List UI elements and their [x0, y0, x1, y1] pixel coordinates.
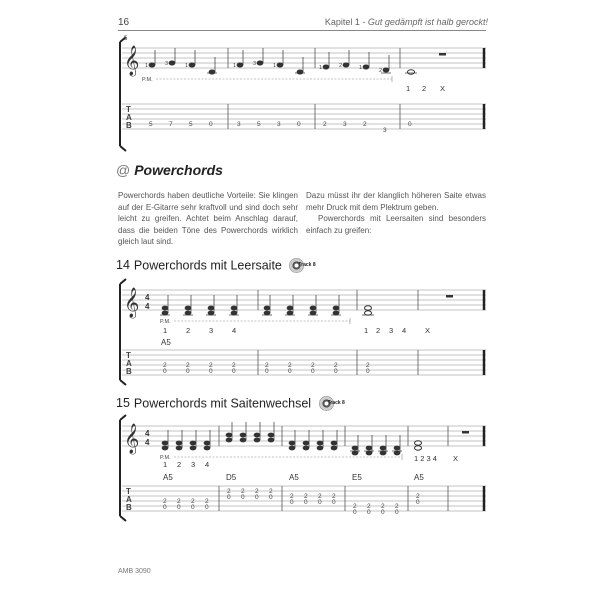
- svg-text:5: 5: [189, 121, 193, 128]
- svg-text:D5: D5: [226, 473, 237, 482]
- svg-text:0: 0: [191, 504, 195, 511]
- count: 2: [422, 84, 427, 93]
- svg-text:4: 4: [145, 438, 150, 447]
- body-text-left: Powerchords haben deutliche Vorteile: Sie klingen auf der E-Gitarre sehr kraftvoll und sind doch sehr leicht zu greifen. Achtet beim Anschlag darauf, dass die beiden Töne des Powerchords wirklich gleich laut sind.: [118, 191, 298, 246]
- chord-symbols: [163, 473, 424, 482]
- svg-text:0: 0: [304, 499, 308, 506]
- exercise-15-title: 15 Powerchords mit Saitenwechsel Track 8: [116, 396, 345, 411]
- count: 1: [406, 84, 411, 93]
- svg-text:B: B: [126, 367, 132, 376]
- svg-text:4: 4: [145, 429, 150, 438]
- svg-text:3: 3: [277, 121, 281, 128]
- body-text-right: Dazu müsst ihr der klanglich höheren Saite etwas mehr Druck mit dem Plektrum geben. Powerchords mit Leersaiten sind besonders einfach zu greifen:: [306, 191, 486, 235]
- svg-text:3: 3: [191, 460, 196, 469]
- exercise-14-score: [112, 278, 492, 388]
- svg-text:0: 0: [232, 368, 236, 375]
- svg-text:2: 2: [304, 493, 308, 500]
- svg-text:2: 2: [318, 493, 322, 500]
- chapter-prefix: Kapitel 1 -: [324, 17, 368, 27]
- svg-text:0: 0: [163, 504, 167, 511]
- measure-number: 5: [124, 36, 128, 42]
- svg-text:2: 2: [353, 503, 357, 510]
- exercise-top-score: [112, 34, 492, 152]
- svg-text:3: 3: [383, 127, 387, 134]
- chapter-title: Gut gedämpft ist halb gerockt!: [367, 17, 488, 27]
- svg-text:2: 2: [332, 493, 336, 500]
- svg-text:4: 4: [402, 326, 407, 335]
- svg-text:2: 2: [232, 362, 236, 369]
- svg-text:0: 0: [318, 499, 322, 506]
- svg-text:2: 2: [177, 498, 181, 505]
- svg-text:1: 1: [319, 65, 323, 71]
- svg-text:1: 1: [273, 63, 277, 69]
- svg-text:B: B: [126, 121, 132, 130]
- svg-text:5: 5: [149, 121, 153, 128]
- svg-text:E5: E5: [352, 473, 362, 482]
- svg-text:2: 2: [209, 362, 213, 369]
- cd-symbol-icon: @: [116, 162, 131, 178]
- svg-text:0: 0: [209, 368, 213, 375]
- palm-mute-label: P.M.: [160, 319, 171, 325]
- svg-text:2: 2: [163, 362, 167, 369]
- svg-text:2: 2: [395, 503, 399, 510]
- svg-text:0: 0: [408, 121, 412, 128]
- svg-text:0: 0: [290, 499, 294, 506]
- svg-text:2: 2: [163, 498, 167, 505]
- tab-numbers: [149, 121, 412, 134]
- palm-mute-label: P.M.: [160, 455, 171, 461]
- svg-text:2: 2: [177, 460, 182, 469]
- half-rest-icon: [439, 53, 446, 56]
- svg-text:T: T: [126, 105, 131, 114]
- svg-text:7: 7: [169, 121, 173, 128]
- svg-text:2: 2: [339, 63, 343, 69]
- svg-text:5: 5: [257, 121, 261, 128]
- svg-text:2: 2: [288, 362, 292, 369]
- svg-text:A5: A5: [289, 473, 299, 482]
- svg-text:0: 0: [241, 494, 245, 501]
- svg-text:0: 0: [395, 509, 399, 516]
- svg-text:0: 0: [416, 499, 420, 506]
- svg-text:2: 2: [379, 68, 383, 74]
- svg-text:0: 0: [265, 368, 269, 375]
- half-rest-icon: [446, 295, 453, 298]
- svg-text:0: 0: [269, 494, 273, 501]
- svg-text:T: T: [126, 487, 131, 496]
- svg-text:0: 0: [332, 499, 336, 506]
- svg-text:B: B: [126, 503, 132, 512]
- svg-text:T: T: [126, 351, 131, 360]
- svg-text:3: 3: [165, 61, 169, 67]
- svg-text:A: A: [126, 359, 132, 368]
- svg-text:0: 0: [353, 509, 357, 516]
- svg-text:1: 1: [163, 460, 168, 469]
- svg-text:1 2 3 4: 1 2 3 4: [414, 454, 437, 463]
- svg-text:0: 0: [177, 504, 181, 511]
- svg-text:2: 2: [376, 326, 381, 335]
- svg-text:4: 4: [205, 460, 210, 469]
- svg-text:1: 1: [359, 65, 363, 71]
- svg-text:0: 0: [367, 509, 371, 516]
- svg-text:A5: A5: [163, 473, 173, 482]
- svg-text:0: 0: [205, 504, 209, 511]
- footer-code: AMB 3090: [118, 568, 151, 575]
- svg-text:1: 1: [163, 326, 168, 335]
- cd-track-icon: Track 8: [289, 258, 309, 274]
- svg-text:2: 2: [381, 503, 385, 510]
- svg-text:A: A: [126, 113, 132, 122]
- treble-clef-icon: 𝄞: [124, 45, 140, 75]
- svg-text:2: 2: [227, 488, 231, 495]
- svg-text:2: 2: [205, 498, 209, 505]
- svg-text:4: 4: [145, 293, 150, 302]
- half-rest-icon: [462, 431, 469, 434]
- svg-text:3: 3: [343, 121, 347, 128]
- chapter-heading: [325, 17, 488, 27]
- treble-clef-icon: 𝄞: [124, 423, 140, 453]
- tab-numbers: [163, 488, 420, 516]
- svg-text:1: 1: [145, 63, 149, 69]
- svg-text:1: 1: [233, 63, 237, 69]
- svg-text:2: 2: [366, 362, 370, 369]
- svg-text:0: 0: [255, 494, 259, 501]
- count: X: [440, 84, 446, 93]
- svg-text:0: 0: [311, 368, 315, 375]
- svg-text:2: 2: [186, 362, 190, 369]
- svg-text:2: 2: [290, 493, 294, 500]
- svg-text:A: A: [126, 495, 132, 504]
- svg-text:X: X: [425, 326, 431, 335]
- svg-text:2: 2: [269, 488, 273, 495]
- svg-text:2: 2: [311, 362, 315, 369]
- svg-text:0: 0: [209, 121, 213, 128]
- svg-text:2: 2: [265, 362, 269, 369]
- svg-text:2: 2: [363, 121, 367, 128]
- page-number: 16: [118, 17, 130, 28]
- svg-text:X: X: [453, 454, 459, 463]
- cd-track-icon: Track 8: [319, 396, 339, 412]
- svg-text:A5: A5: [414, 473, 424, 482]
- chord-symbol: A5: [161, 338, 171, 347]
- svg-text:2: 2: [323, 121, 327, 128]
- svg-text:0: 0: [381, 509, 385, 516]
- exercise-15-score: [112, 414, 492, 524]
- svg-text:0: 0: [163, 368, 167, 375]
- section-title: @ Powerchords: [116, 162, 223, 178]
- svg-text:3: 3: [253, 61, 257, 67]
- svg-text:1: 1: [185, 63, 189, 69]
- svg-text:2: 2: [416, 493, 420, 500]
- header-rule: [118, 30, 486, 31]
- svg-text:0: 0: [334, 368, 338, 375]
- svg-text:2: 2: [255, 488, 259, 495]
- svg-text:2: 2: [367, 503, 371, 510]
- svg-text:0: 0: [186, 368, 190, 375]
- tab-numbers: [163, 362, 370, 375]
- svg-text:2: 2: [334, 362, 338, 369]
- svg-text:0: 0: [227, 494, 231, 501]
- svg-text:4: 4: [232, 326, 237, 335]
- treble-clef-icon: 𝄞: [124, 287, 140, 317]
- palm-mute-label: P.M.: [142, 77, 153, 83]
- svg-text:3: 3: [389, 326, 394, 335]
- svg-text:0: 0: [288, 368, 292, 375]
- exercise-14-title: 14 Powerchords mit Leersaite Track 8: [116, 258, 316, 273]
- svg-text:0: 0: [297, 121, 301, 128]
- svg-text:3: 3: [209, 326, 214, 335]
- svg-text:3: 3: [237, 121, 241, 128]
- svg-text:4: 4: [145, 302, 150, 311]
- svg-text:2: 2: [191, 498, 195, 505]
- svg-text:0: 0: [366, 368, 370, 375]
- svg-text:1: 1: [364, 326, 369, 335]
- svg-text:2: 2: [241, 488, 245, 495]
- svg-text:2: 2: [186, 326, 191, 335]
